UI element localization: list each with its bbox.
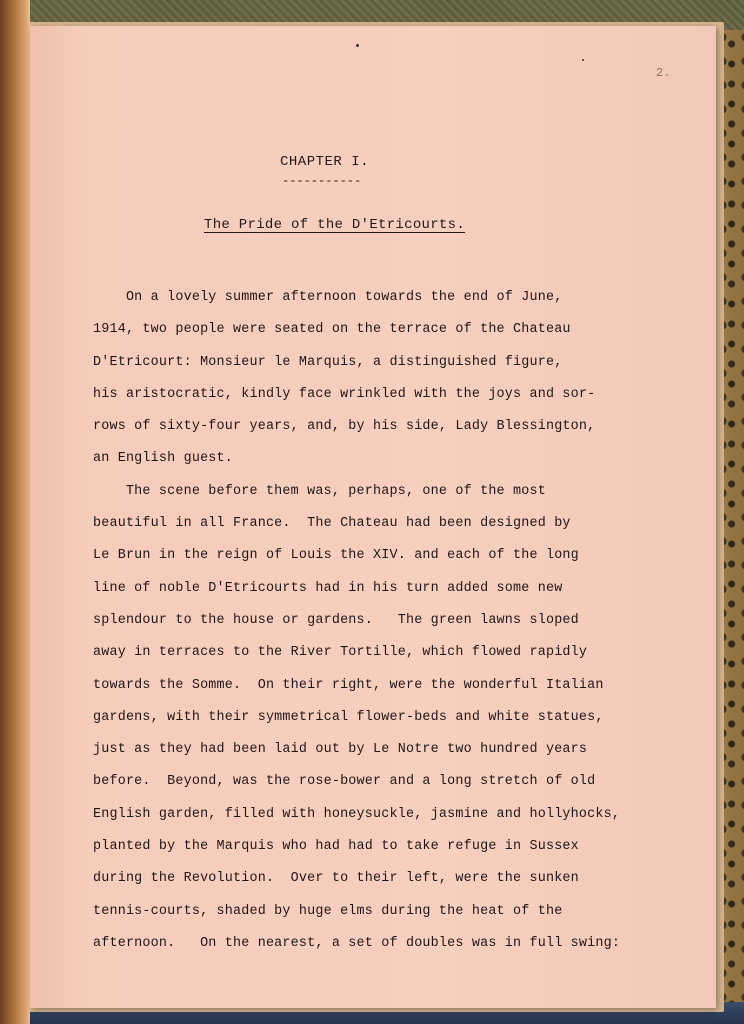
text-line: line of noble D'Etricourts had in his turn added some new: [93, 580, 563, 596]
text-line: an English guest.: [93, 451, 234, 467]
text-line: English garden, filled with honeysuckle, jasmine and hollyhocks,: [93, 806, 621, 822]
text-line: planted by the Marquis who had had to take refuge in Sussex: [93, 839, 579, 855]
text-line: just as they had been laid out by Le Notre two hundred years: [93, 742, 588, 758]
text-line: gardens, with their symmetrical flower-beds and white statues,: [93, 709, 604, 725]
chapter-rule: -----------: [282, 174, 362, 188]
chapter-heading: CHAPTER I.: [280, 154, 370, 170]
body-text: [93, 282, 713, 960]
text-line: beautiful in all France. The Chateau had been designed by: [93, 516, 571, 532]
text-line: before. Beyond, was the rose-bower and a long stretch of old: [93, 774, 596, 790]
text-line: away in terraces to the River Tortille, which flowed rapidly: [93, 645, 588, 661]
text-line: his aristocratic, kindly face wrinkled with the joys and sor-: [93, 386, 596, 402]
book-spine: [0, 0, 30, 1024]
text-line: rows of sixty-four years, and, by his side, Lady Blessington,: [93, 419, 596, 435]
text-line: afternoon. On the nearest, a set of doubles was in full swing:: [93, 935, 621, 951]
typewritten-page: [30, 26, 716, 1008]
text-line: Le Brun in the reign of Louis the XIV. and each of the long: [93, 548, 579, 564]
text-line: towards the Somme. On their right, were the wonderful Italian: [93, 677, 604, 693]
text-line: during the Revolution. Over to their left, were the sunken: [93, 871, 579, 887]
chapter-subtitle: The Pride of the D'Etricourts.: [204, 217, 466, 233]
text-line: 1914, two people were seated on the terrace of the Chateau: [93, 322, 571, 338]
text-line: tennis-courts, shaded by huge elms during the heat of the: [93, 903, 563, 919]
ink-speck: [356, 44, 359, 47]
text-line: On a lovely summer afternoon towards the end of June,: [93, 290, 563, 305]
text-line: splendour to the house or gardens. The green lawns sloped: [93, 612, 579, 628]
ink-speck: [582, 59, 584, 61]
text-line: D'Etricourt: Monsieur le Marquis, a distinguished figure,: [93, 354, 563, 370]
page-number: 2.: [656, 66, 671, 80]
text-line: The scene before them was, perhaps, one of the most: [93, 483, 546, 499]
